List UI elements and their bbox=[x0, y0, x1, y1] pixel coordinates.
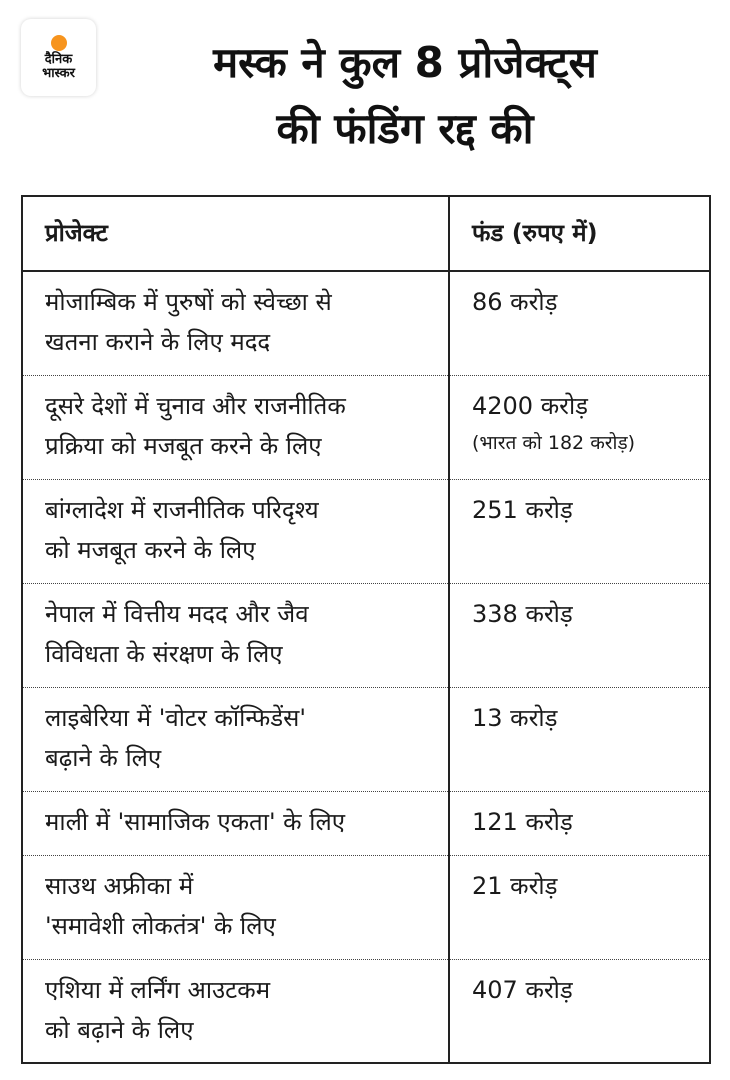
project-text: विविधता के संरक्षण के लिए bbox=[45, 639, 283, 668]
fund-amount: 86 करोड़ bbox=[472, 288, 558, 316]
page-title bbox=[110, 30, 730, 162]
table-row bbox=[22, 479, 710, 583]
table-row bbox=[22, 959, 710, 1063]
fund-amount: 407 करोड़ bbox=[472, 975, 573, 1004]
header-fund: फंड (रुपए में) bbox=[449, 196, 710, 271]
project-text: को बढ़ाने के लिए bbox=[45, 1015, 194, 1044]
sun-icon bbox=[51, 35, 67, 51]
project-cell bbox=[22, 959, 449, 1063]
project-text: साउथ अफ्रीका में bbox=[45, 871, 194, 900]
project-cell bbox=[22, 855, 449, 959]
fund-amount: 121 करोड़ bbox=[472, 807, 573, 836]
project-text: 'समावेशी लोकतंत्र' के लिए bbox=[45, 911, 276, 940]
table-row bbox=[22, 375, 710, 479]
project-text: बांग्लादेश में राजनीतिक परिदृश्य bbox=[45, 495, 319, 524]
project-text: प्रक्रिया को मजबूत करने के लिए bbox=[45, 431, 322, 460]
project-cell bbox=[22, 479, 449, 583]
table-row bbox=[22, 583, 710, 687]
fund-amount: 21 करोड़ bbox=[472, 871, 558, 900]
fund-amount: 13 करोड़ bbox=[472, 703, 558, 732]
project-text: खतना कराने के लिए मदद bbox=[45, 328, 271, 356]
project-cell bbox=[22, 375, 449, 479]
project-cell bbox=[22, 583, 449, 687]
fund-amount: 4200 करोड़ bbox=[472, 391, 589, 420]
project-cell bbox=[22, 687, 449, 791]
fund-cell bbox=[449, 687, 710, 791]
logo-text-line2: भास्कर bbox=[42, 65, 75, 81]
project-cell bbox=[22, 791, 449, 855]
title-line-2: की फंडिंग रद्द की bbox=[276, 104, 534, 153]
project-text: माली में 'सामाजिक एकता' के लिए bbox=[45, 807, 346, 836]
fund-cell bbox=[449, 583, 710, 687]
project-cell bbox=[22, 271, 449, 375]
fund-cell bbox=[449, 855, 710, 959]
fund-amount: 251 करोड़ bbox=[472, 495, 573, 524]
table-row bbox=[22, 271, 710, 375]
table-row bbox=[22, 687, 710, 791]
project-text: को मजबूत करने के लिए bbox=[45, 535, 256, 564]
table-header-row bbox=[22, 196, 710, 271]
fund-cell bbox=[449, 479, 710, 583]
fund-cell bbox=[449, 959, 710, 1063]
fund-amount: 338 करोड़ bbox=[472, 599, 573, 628]
table-row bbox=[22, 791, 710, 855]
dainik-bhaskar-logo bbox=[21, 19, 96, 96]
project-text: दूसरे देशों में चुनाव और राजनीतिक bbox=[45, 391, 346, 420]
project-text: लाइबेरिया में 'वोटर कॉन्फिडेंस' bbox=[45, 703, 306, 732]
table-row bbox=[22, 855, 710, 959]
project-text: एशिया में लर्निंग आउटकम bbox=[45, 975, 271, 1004]
title-line-1: मस्क ने कुल 8 प्रोजेक्ट्स bbox=[213, 38, 597, 87]
funding-table bbox=[21, 195, 711, 1064]
fund-cell bbox=[449, 271, 710, 375]
fund-cell bbox=[449, 375, 710, 479]
logo-text-line1: दैनिक bbox=[44, 51, 73, 67]
project-text: मोजाम्बिक में पुरुषों को स्वेच्छा से bbox=[45, 288, 332, 316]
fund-note: (भारत को 182 करोड़) bbox=[472, 431, 636, 454]
fund-cell bbox=[449, 791, 710, 855]
project-text: बढ़ाने के लिए bbox=[45, 743, 162, 772]
project-text: नेपाल में वित्तीय मदद और जैव bbox=[45, 599, 309, 628]
header-project: प्रोजेक्ट bbox=[22, 196, 449, 271]
